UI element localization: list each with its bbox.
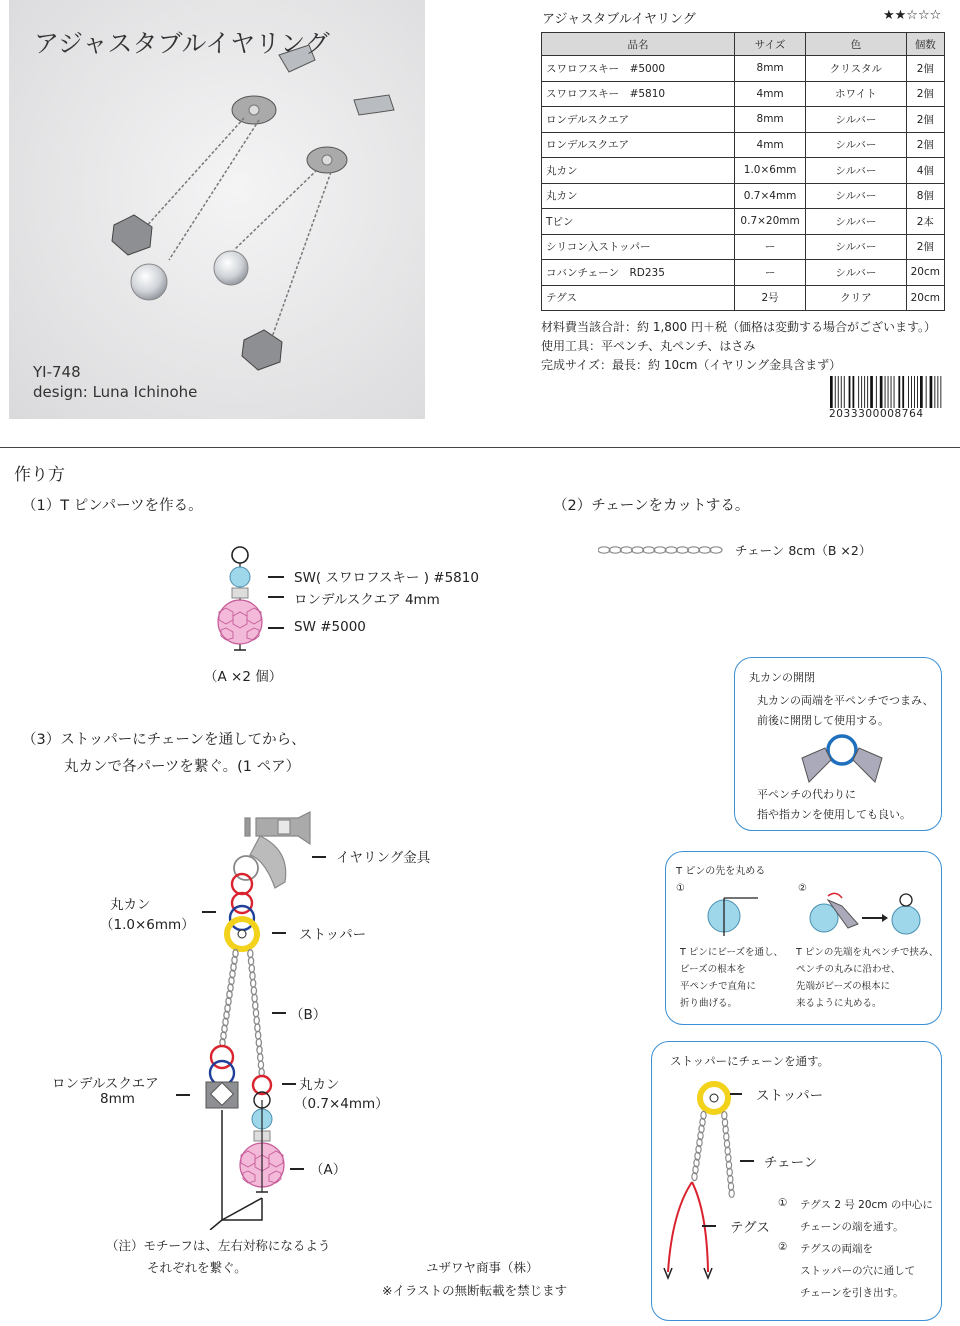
difficulty-stars: ★★☆☆☆ (883, 8, 942, 23)
box-stopper-s1-line2: チェーンの端を通す。 (800, 1221, 904, 1233)
step2-title: （2）チェーンをカットする。 (553, 498, 750, 514)
cell-name: テグス (542, 285, 735, 311)
label-rondel-4mm: ロンデルスクエア 4mm (294, 592, 440, 608)
cell-qty: 4個 (906, 158, 944, 184)
box-label-tegusu: テグス (730, 1220, 770, 1236)
box-stopper-num1: ① (778, 1197, 788, 1209)
box-tpin-c2-line3: 先端がビーズの根本に (796, 981, 891, 992)
cell-qty: 2本 (906, 209, 944, 235)
step1-title: （1）T ピンパーツを作る。 (22, 498, 203, 514)
cell-size: ー (735, 234, 806, 260)
cell-size: ー (735, 260, 806, 286)
label-chain-b: （B） (290, 1007, 327, 1023)
cell-size: 8mm (735, 107, 806, 133)
cell-color: ホワイト (806, 81, 907, 107)
box-tpin-title: T ピンの先を丸める (676, 866, 766, 877)
table-header-row (542, 33, 945, 56)
label-rondel-8mm-size: 8mm (100, 1091, 135, 1107)
cell-color: シルバー (806, 234, 907, 260)
cell-name: 丸カン (542, 158, 735, 184)
cell-name: スワロフスキー #5810 (542, 81, 735, 107)
cell-name: ロンデルスクエア (542, 132, 735, 158)
cost-info: 材料費当該合計：約 1,800 円＋税（価格は変動する場合がございます。） (541, 320, 937, 334)
label-sw5810: SW( スワロフスキー ) #5810 (294, 570, 479, 586)
box-tpin-c2-line4: 来るように丸める。 (796, 998, 882, 1009)
barcode-number: 2033300008764 (829, 408, 924, 420)
cell-color: シルバー (806, 183, 907, 209)
label-rondel-8mm: ロンデルスクエア (52, 1076, 159, 1092)
box-ring-line2: 前後に開閉して使用する。 (757, 714, 889, 727)
cell-qty: 2個 (906, 56, 944, 82)
col-header-qty: 個数 (906, 33, 944, 56)
cell-size: 4mm (735, 132, 806, 158)
label-sw5000: SW #5000 (294, 619, 366, 635)
table-row (542, 56, 945, 82)
box-tpin-c1-line3: 平ペンチで直角に (680, 981, 757, 992)
materials-table (541, 32, 945, 311)
label-stopper: ストッパー (299, 927, 367, 943)
cell-qty: 20cm (906, 260, 944, 286)
cell-size: 0.7×4mm (735, 183, 806, 209)
box-stopper-s2-line1: テグスの両端を (800, 1243, 873, 1255)
cell-size: 1.0×6mm (735, 158, 806, 184)
cell-qty: 2個 (906, 234, 944, 260)
cell-name: ロンデルスクエア (542, 107, 735, 133)
leader-line (272, 932, 286, 934)
box-stopper-s2-line2: ストッパーの穴に通して (800, 1265, 916, 1277)
label-ring-small: 丸カン (299, 1077, 340, 1093)
cell-name: 丸カン (542, 183, 735, 209)
info-box-tpin (665, 851, 942, 1025)
cell-qty: 2個 (906, 81, 944, 107)
tpin-part-diagram (210, 540, 290, 660)
size-info: 完成サイズ：最長：約 10cm（イヤリング金具含まず） (541, 358, 842, 372)
leader-line (176, 1094, 190, 1096)
leader-line (290, 1168, 304, 1170)
barcode (829, 376, 946, 410)
cell-name: スワロフスキー #5000 (542, 56, 735, 82)
box-tpin-c2-line2: ペンチの丸みに沿わせ、 (796, 964, 901, 975)
table-row (542, 234, 945, 260)
cell-size: 8mm (735, 56, 806, 82)
designer-credit: design: Luna Ichinohe (33, 383, 198, 401)
step3-title-line2: 丸カンで各パーツを繋ぐ。(1 ペア） (64, 759, 301, 775)
section-divider (0, 447, 960, 448)
col-header-name: 品名 (542, 33, 735, 56)
tpin-round-icon (798, 888, 928, 938)
label-a-count: （A ×2 個） (204, 669, 283, 685)
box-ring-line3: 平ペンチの代わりに (757, 788, 856, 801)
method-heading: 作り方 (14, 465, 65, 485)
box-tpin-c1-line2: ビーズの根本を (680, 964, 746, 975)
table-row (542, 209, 945, 235)
cell-name: シリコン入ストッパー (542, 234, 735, 260)
table-row (542, 183, 945, 209)
box-label-chain: チェーン (764, 1155, 818, 1171)
cell-qty: 20cm (906, 285, 944, 311)
table-row (542, 285, 945, 311)
leader-line (272, 1012, 286, 1014)
pliers-ring-icon (797, 730, 887, 786)
note-line2: それぞれを繋ぐ。 (147, 1260, 247, 1275)
leader-line (312, 856, 326, 858)
cell-color: シルバー (806, 158, 907, 184)
box-ring-line1: 丸カンの両端を平ペンチでつまみ、 (757, 694, 934, 707)
box-tpin-c2-line1: T ピンの先端を丸ペンチで挟み、 (796, 947, 939, 958)
cell-color: クリスタル (806, 56, 907, 82)
cell-name: コバンチェーン RD235 (542, 260, 735, 286)
cell-qty: 2個 (906, 107, 944, 133)
box-tpin-c1-line4: 折り曲げる。 (680, 998, 738, 1009)
box-ring-title: 丸カンの開閉 (749, 671, 815, 684)
tools-info: 使用工具：平ペンチ、丸ペンチ、はさみ (541, 339, 756, 353)
cell-size: 0.7×20mm (735, 209, 806, 235)
step3-title-line1: （3）ストッパーにチェーンを通してから、 (22, 732, 306, 748)
leader-line (268, 627, 284, 629)
product-photo (9, 0, 425, 419)
cell-color: シルバー (806, 132, 907, 158)
box-stopper-title: ストッパーにチェーンを通す。 (670, 1054, 830, 1068)
table-row (542, 158, 945, 184)
label-part-a: （A） (310, 1162, 347, 1178)
document-title: アジャスタブルイヤリング (542, 12, 696, 27)
product-code: YI-748 (33, 363, 81, 381)
box-label-stopper: ストッパー (756, 1088, 824, 1104)
label-ring-large-size: （1.0×6mm） (100, 917, 195, 933)
leader-line (268, 596, 284, 598)
cell-color: シルバー (806, 260, 907, 286)
company-name: ユザワヤ商事（株） (426, 1260, 539, 1275)
info-box-ring-opening (734, 657, 942, 831)
box-stopper-s2-line3: チェーンを引き出す。 (800, 1287, 904, 1299)
box-tpin-num1: ① (676, 883, 685, 894)
label-chain-8cm: チェーン 8cm（B ×2） (735, 543, 872, 558)
leader-line (202, 911, 216, 913)
box-tpin-c1-line1: T ピンにビーズを通し、 (680, 947, 783, 958)
earring-photo-illustration (9, 0, 425, 419)
info-box-stopper (651, 1041, 942, 1321)
cell-color: シルバー (806, 107, 907, 133)
table-row (542, 107, 945, 133)
cell-size: 2号 (735, 285, 806, 311)
table-row (542, 260, 945, 286)
col-header-color: 色 (806, 33, 907, 56)
leader-line (702, 1225, 716, 1227)
leader-line (740, 1160, 754, 1162)
tpin-bend-icon (702, 892, 762, 938)
label-earring-fitting: イヤリング金具 (336, 850, 431, 866)
label-ring-small-size: （0.7×4mm） (294, 1096, 389, 1112)
box-stopper-s1-line1: テグス 2 号 20cm の中心に (800, 1199, 933, 1211)
cell-color: クリア (806, 285, 907, 311)
leader-line (268, 576, 284, 578)
copyright-notice: ※イラストの無断転載を禁じます (382, 1283, 568, 1298)
leader-line (730, 1093, 742, 1095)
photo-title: アジャスタブルイヤリング (34, 29, 330, 58)
col-header-size: サイズ (735, 33, 806, 56)
cell-name: Tピン (542, 209, 735, 235)
stopper-threading-icon (652, 1072, 762, 1312)
cell-size: 4mm (735, 81, 806, 107)
table-row (542, 81, 945, 107)
label-ring-large: 丸カン (110, 897, 151, 913)
box-tpin-num2: ② (798, 883, 807, 894)
cell-qty: 8個 (906, 183, 944, 209)
leader-line (282, 1083, 296, 1085)
cell-qty: 2個 (906, 132, 944, 158)
box-stopper-num2: ② (778, 1241, 788, 1253)
cell-color: シルバー (806, 209, 907, 235)
table-row (542, 132, 945, 158)
box-ring-line4: 指や指カンを使用しても良い。 (757, 808, 911, 821)
chain-illustration (598, 542, 728, 558)
note-line1: （注）モチーフは、左右対称になるよう (106, 1238, 331, 1253)
